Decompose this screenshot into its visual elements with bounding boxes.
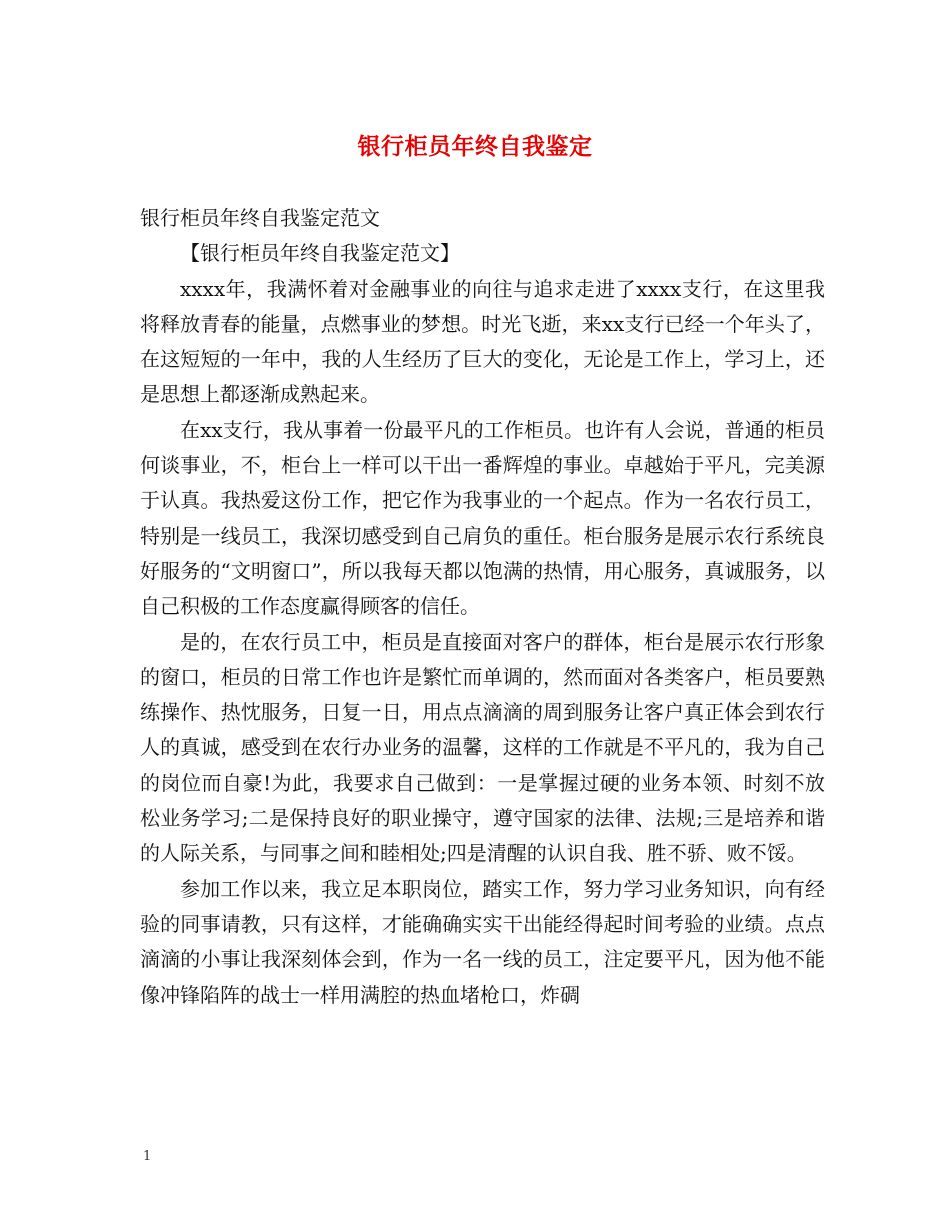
document-subtitle: 银行柜员年终自我鉴定范文 — [140, 206, 380, 230]
paragraph-heading: 【银行柜员年终自我鉴定范文】 — [180, 241, 460, 266]
paragraph-1: xxxx年，我满怀着对金融事业的向往与追求走进了xxxx支行，在这里我将释放青春的能量，点燃事业的梦想。时光飞逝，来xx支行已经一个年头了，在这短短的一年中，我的人生经历了巨大的变化，无论是工作上，学习上，还是思想上都逐渐成熟起来。 — [140, 276, 825, 407]
page-number: 1 — [143, 1149, 152, 1164]
document-body — [140, 201, 825, 1013]
paragraph-3: 是的，在农行员工中，柜员是直接面对客户的群体，柜台是展示农行形象的窗口，柜员的日常工作也许是繁忙而单调的，然而面对各类客户，柜员要熟练操作、热忱服务，日复一日，用点点滴滴的周到服务让客户真正体会到农行人的真诚，感受到在农行办业务的温馨，这样的工作就是不平凡的，我为自己的岗位而自豪!为此，我要求自己做到：一是掌握过硬的业务本领、时刻不放松业务学习;二是保持良好的职业操守，遵守国家的法律、法规;三是培养和谐的人际关系，与同事之间和睦相处;四是清醒的认识自我、胜不骄、败不馁。 — [140, 629, 825, 866]
paragraph-2: 在xx支行，我从事着一份最平凡的工作柜员。也许有人会说，普通的柜员何谈事业，不，柜台上一样可以干出一番辉煌的事业。卓越始于平凡，完美源于认真。我热爱这份工作，把它作为我事业的一个起点。作为一名农行员工，特别是一线员工，我深切感受到自己肩负的重任。柜台服务是展示农行系统良好服务的“文明窗口”，所以我每天都以饱满的热情，用心服务，真诚服务，以自己积极的工作态度赢得顾客的信任。 — [140, 417, 825, 619]
paragraph-4: 参加工作以来，我立足本职岗位，踏实工作，努力学习业务知识，向有经验的同事请教，只有这样，才能确确实实干出能经得起时间考验的业绩。点点滴滴的小事让我深刻体会到，作为一名一线的员工，注定要平凡，因为他不能像冲锋陷阵的战士一样用满腔的热血堵枪口，炸碉 — [140, 876, 825, 1007]
document-title: 银行柜员年终自我鉴定 — [357, 133, 593, 160]
